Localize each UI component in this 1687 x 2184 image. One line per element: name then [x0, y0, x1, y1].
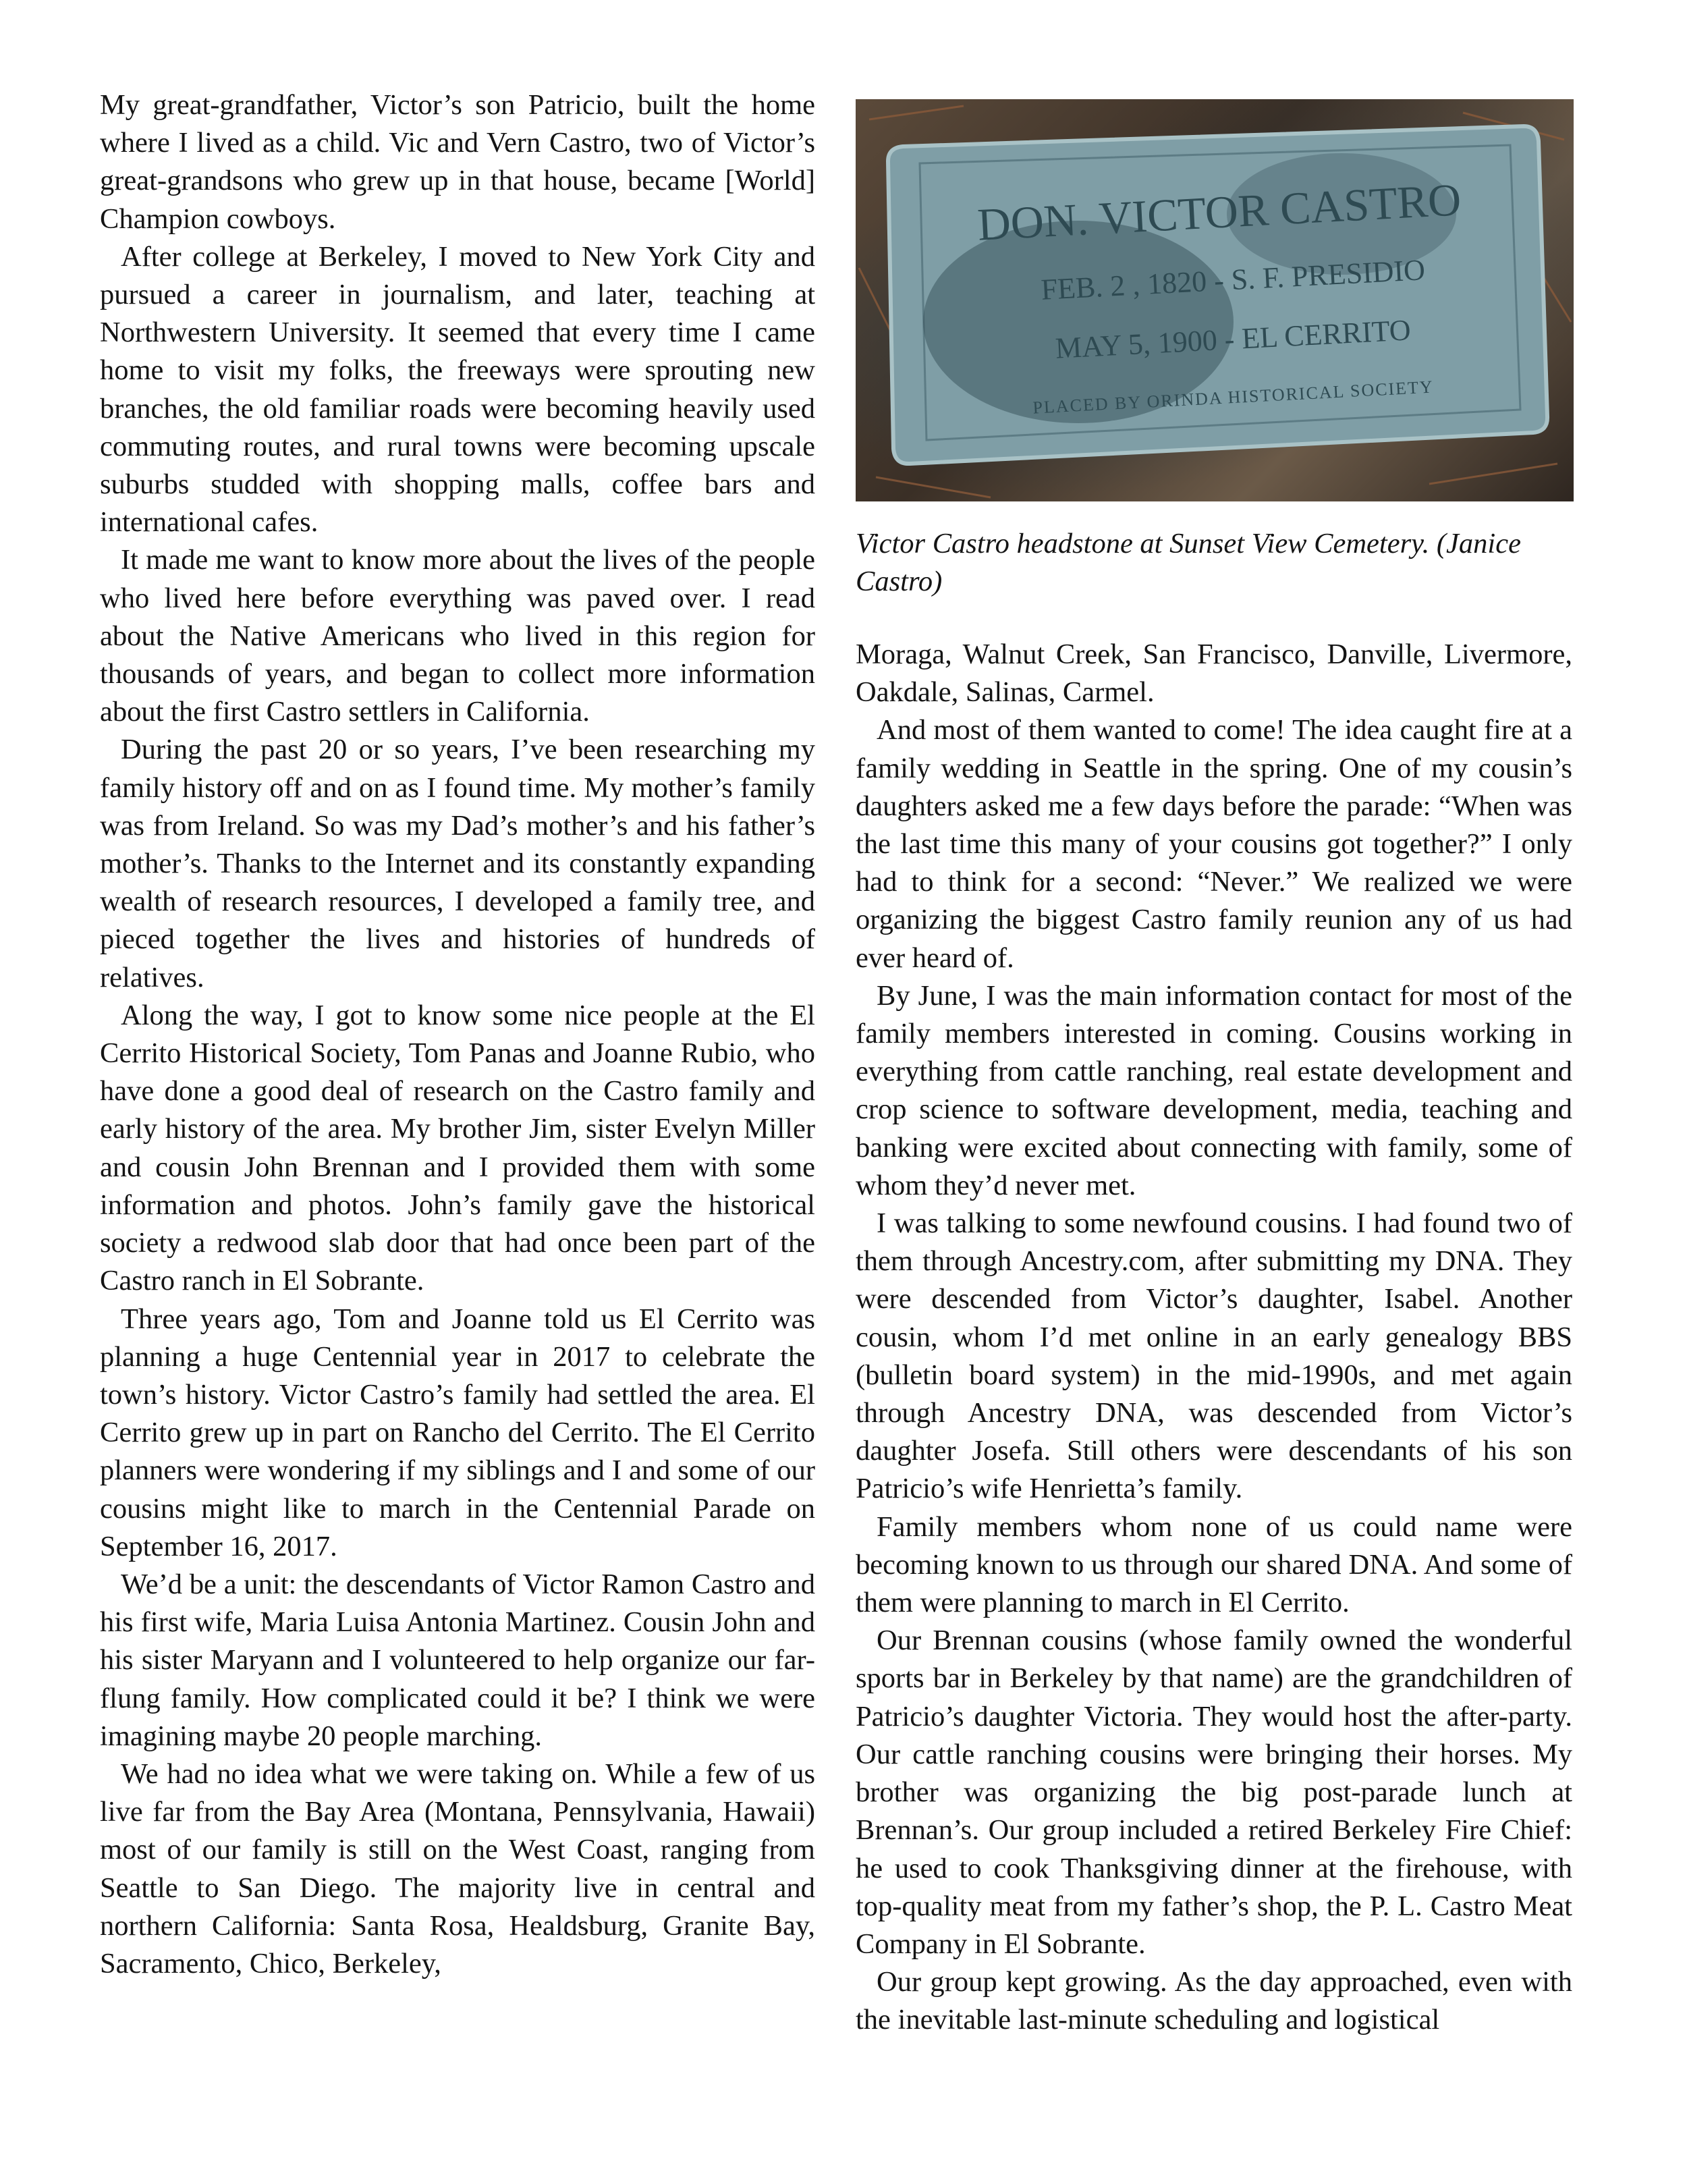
headstone-photo — [856, 99, 1574, 501]
paragraph: And most of them wanted to come! The idea caught fire at a family wedding in Seattle in the spring. One of my cousin’s daughters asked me a few days before the parade: “When was the last time this many of your cousins got together?” I only had to think for a second: “Never.” We realized we were organizing the biggest Castro family reunion any of us had ever heard of. — [856, 714, 1572, 974]
left-column — [100, 86, 815, 1983]
paragraph: Family members whom none of us could name were becoming known to us through our shared DNA. And some of them were planning to march in El Cerrito. — [856, 1510, 1572, 1619]
paragraph: I was talking to some newfound cousins. I had found two of them through Ancestry.com, after submitting my DNA. They were descended from Victor’s daughter, Isabel. Another cousin, whom I’d met online in an early genealogy BBS (bulletin board system) in the mid-1990s, and met again through Ancestry DNA, was descended from Victor’s daughter Josefa. Still others were descendants of his son Patricio’s wife Henrietta’s family. — [856, 1207, 1572, 1505]
plaque-line-birth: FEB. 2 , 1820 - S. F. PRESIDIO — [1040, 253, 1427, 306]
paragraph: Along the way, I got to know some nice people at the El Cerrito Historical Society, Tom Panas and Joanne Rubio, who have done a good deal of research on the Castro family and early history of the area. My brother Jim, sister Evelyn Miller and cousin John Brennan and I provided them with some information and photos. John’s family gave the historical society a redwood slab door that had once been part of the Castro ranch in El Sobrante. — [100, 999, 815, 1297]
plaque-line-name: DON. VICTOR CASTRO — [976, 173, 1462, 250]
paragraph: By June, I was the main information contact for most of the family members interested in coming. Cousins working in everything from cattle ranching, real estate development and crop science to software development, media, teaching and banking were excited about connecting with family, some of whom they’d never met. — [856, 979, 1572, 1201]
headstone-plaque — [856, 99, 1574, 501]
paragraph: It made me want to know more about the lives of the people who lived here before everything was paved over. I read about the Native Americans who lived in this region for thousands of years, and began to collect more information about the first Castro settlers in California. — [100, 544, 815, 728]
paragraph: After college at Berkeley, I moved to New York City and pursued a career in journalism, and later, teaching at Northwestern University. It seemed that every time I came home to visit my folks, the freeways were sprouting new branches, the old familiar roads were becoming heavily used commuting routes, and rural towns were becoming upscale suburbs studded with shopping malls, coffee bars and international cafes. — [100, 240, 815, 539]
plaque-line-death: MAY 5, 1900 - EL CERRITO — [1054, 313, 1412, 365]
paragraph: During the past 20 or so years, I’ve been researching my family history off and on as I found time. My mother’s family was from Ireland. So was my Dad’s mother’s and his father’s mother’s. Thanks to the Internet and its constantly expanding wealth of research resources, I developed a family tree, and pieced together the lives and histories of hundreds of relatives. — [100, 734, 815, 993]
paragraph: Our group kept growing. As the day approached, even with the inevitable last-minute scheduling and logistical — [856, 1966, 1572, 2036]
paragraph: We had no idea what we were taking on. While a few of us live far from the Bay Area (Montana, Pennsylvania, Hawaii) most of our family is still on the West Coast, ranging from Seattle to San Diego. The majority live in central and northern California: Santa Rosa, Healdsburg, Granite Bay, Sacramento, Chico, Berkeley, — [100, 1757, 815, 1980]
paragraph: Three years ago, Tom and Joanne told us El Cerrito was planning a huge Centennial year in 2017 to celebrate the town’s history. Victor Castro’s family had settled the area. El Cerrito grew up in part on Rancho del Cerrito. The El Cerrito planners were wondering if my siblings and I and some of our cousins might like to march in the Centennial Parade on September 16, 2017. — [100, 1303, 815, 1562]
paragraph: Moraga, Walnut Creek, San Francisco, Danville, Livermore, Oakdale, Salinas, Carmel. — [856, 638, 1572, 709]
paragraph: We’d be a unit: the descendants of Victor Ramon Castro and his first wife, Maria Luisa Antonia Martinez. Cousin John and his sister Maryann and I volunteered to help organize our far-flung family. How complicated could it be? I think we were imagining maybe 20 people marching. — [100, 1568, 815, 1752]
photo-caption: Victor Castro headstone at Sunset View Cemetery. (Janice Castro) — [856, 528, 1521, 597]
plaque-line-placed-by: PLACED BY ORINDA HISTORICAL SOCIETY — [1032, 377, 1435, 418]
right-column — [856, 636, 1572, 2040]
paragraph: My great-grandfather, Victor’s son Patricio, built the home where I lived as a child. Vic and Vern Castro, two of Victor’s great-grandsons who grew up in that house, became [World] Champion cowboys. — [100, 89, 815, 235]
paragraph: Our Brennan cousins (whose family owned the wonderful sports bar in Berkeley by that name) are the grandchildren of Patricio’s daughter Victoria. They would host the after-party. Our cattle ranching cousins were bringing their horses. My brother was organizing the big post-parade lunch at Brennan’s. Our group included a retired Berkeley Fire Chief: he used to cook Thanksgiving dinner at the firehouse, with top-quality meat from my father’s shop, the P. L. Castro Meat Company in El Sobrante. — [856, 1625, 1572, 1960]
